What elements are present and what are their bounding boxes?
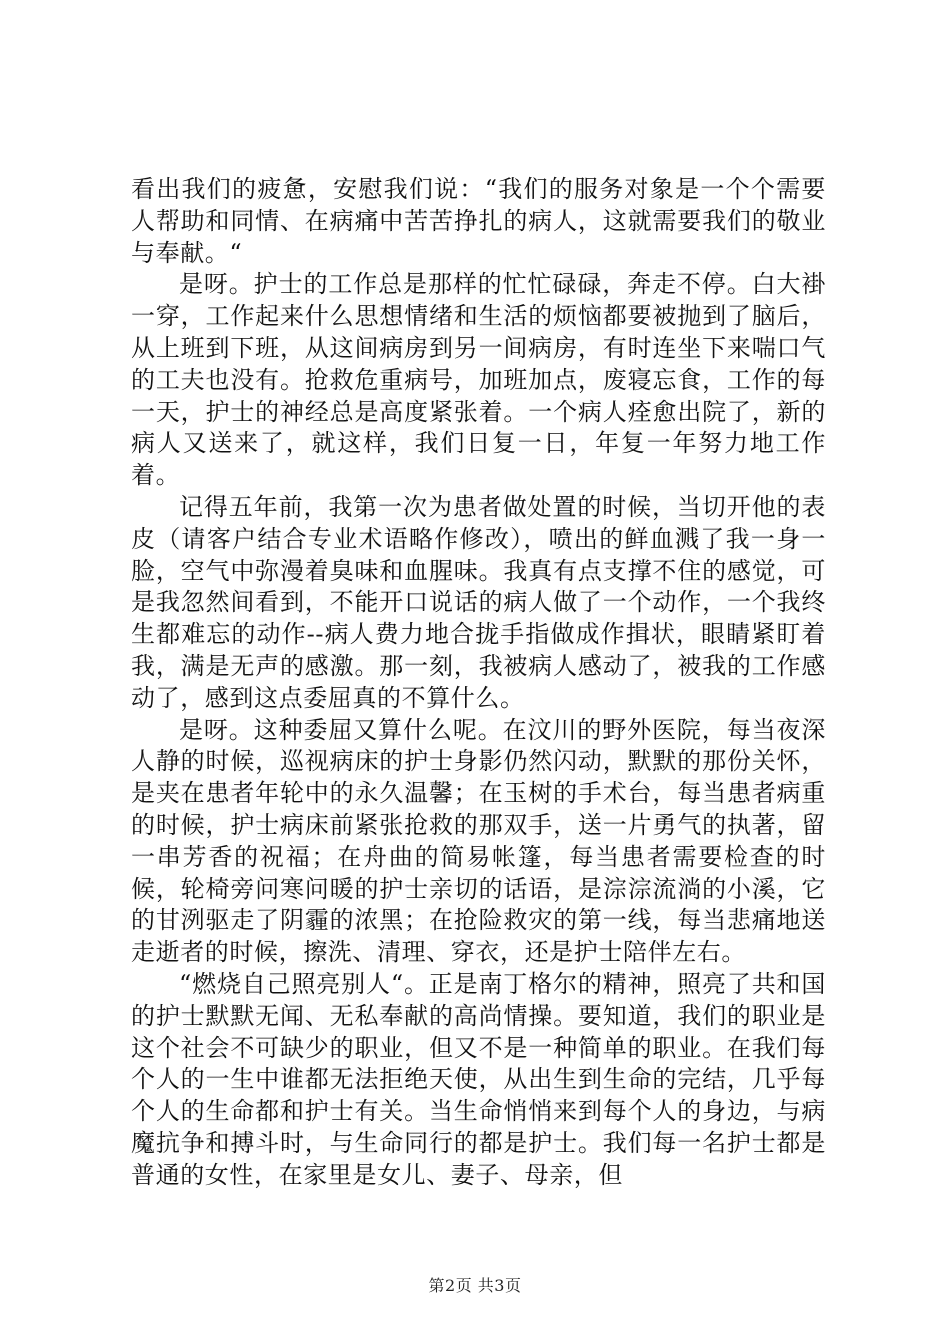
paragraph-memory: 记得五年前，我第一次为患者做处置的时候，当切开他的表皮（请客户结合专业术语略作修改），喷出的鲜血溅了我一身一脸，空气中弥漫着臭味和血腥味。我真有点支撑不住的感觉，可是我忽然间看到，不能开口说话的病人做了一个动作，一个我终生都难忘的动作--病人费力地合拢手指做成作揖状，眼睛紧盯着我，满是无声的感激。那一刻，我被病人感动了，被我的工作感动了，感到这点委屈真的不算什么。 <box>131 492 826 712</box>
page-footer: 第2页 共3页 <box>428 1276 522 1295</box>
paragraph-continued: 看出我们的疲惫，安慰我们说：“我们的服务对象是一个个需要人帮助和同情、在病痛中苦苦挣扎的病人，这就需要我们的敬业与奉献。“ <box>131 175 826 267</box>
paragraph-disaster-relief: 是呀。这种委屈又算什么呢。在汶川的野外医院，每当夜深人静的时候，巡视病床的护士身影仍然闪动，默默的那份关怀，是夹在患者年轮中的永久温馨；在玉树的手术台，每当患者病重的时候，护士病床前紧张抢救的那双手，送一片勇气的执著，留一串芳香的祝福；在舟曲的简易帐篷，每当患者需要检查的时候，轮椅旁问寒问暖的护士亲切的话语，是淙淙流淌的小溪，它的甘洌驱走了阴霾的浓黑；在抢险救灾的第一线，每当悲痛地送走逝者的时候，擦洗、清理、穿衣，还是护士陪伴左右。 <box>131 715 826 967</box>
document-body <box>131 174 826 1192</box>
paragraph-nurse-work: 是呀。护士的工作总是那样的忙忙碌碌，奔走不停。白大褂一穿，工作起来什么思想情绪和生活的烦恼都要被抛到了脑后，从上班到下班，从这间病房到另一间病房，有时连坐下来喘口气的工夫也没有。抢救危重病号，加班加点，废寝忘食，工作的每一天，护士的神经总是高度紧张着。一个病人痊愈出院了，新的病人又送来了，就这样，我们日复一日，年复一年努力地工作着。 <box>131 270 826 490</box>
paragraph-nightingale: “燃烧自己照亮别人“。正是南丁格尔的精神，照亮了共和国的护士默默无闻、无私奉献的高尚情操。要知道，我们的职业是这个社会不可缺少的职业，但又不是一种简单的职业。在我们每个人的一生中谁都无法拒绝天使，从出生到生命的完结，几乎每个人的生命都和护士有关。当生命悄悄来到每个人的身边，与病魔抗争和搏斗时，与生命同行的都是护士。我们每一名护士都是普通的女性，在家里是女儿、妻子、母亲，但 <box>131 969 826 1189</box>
